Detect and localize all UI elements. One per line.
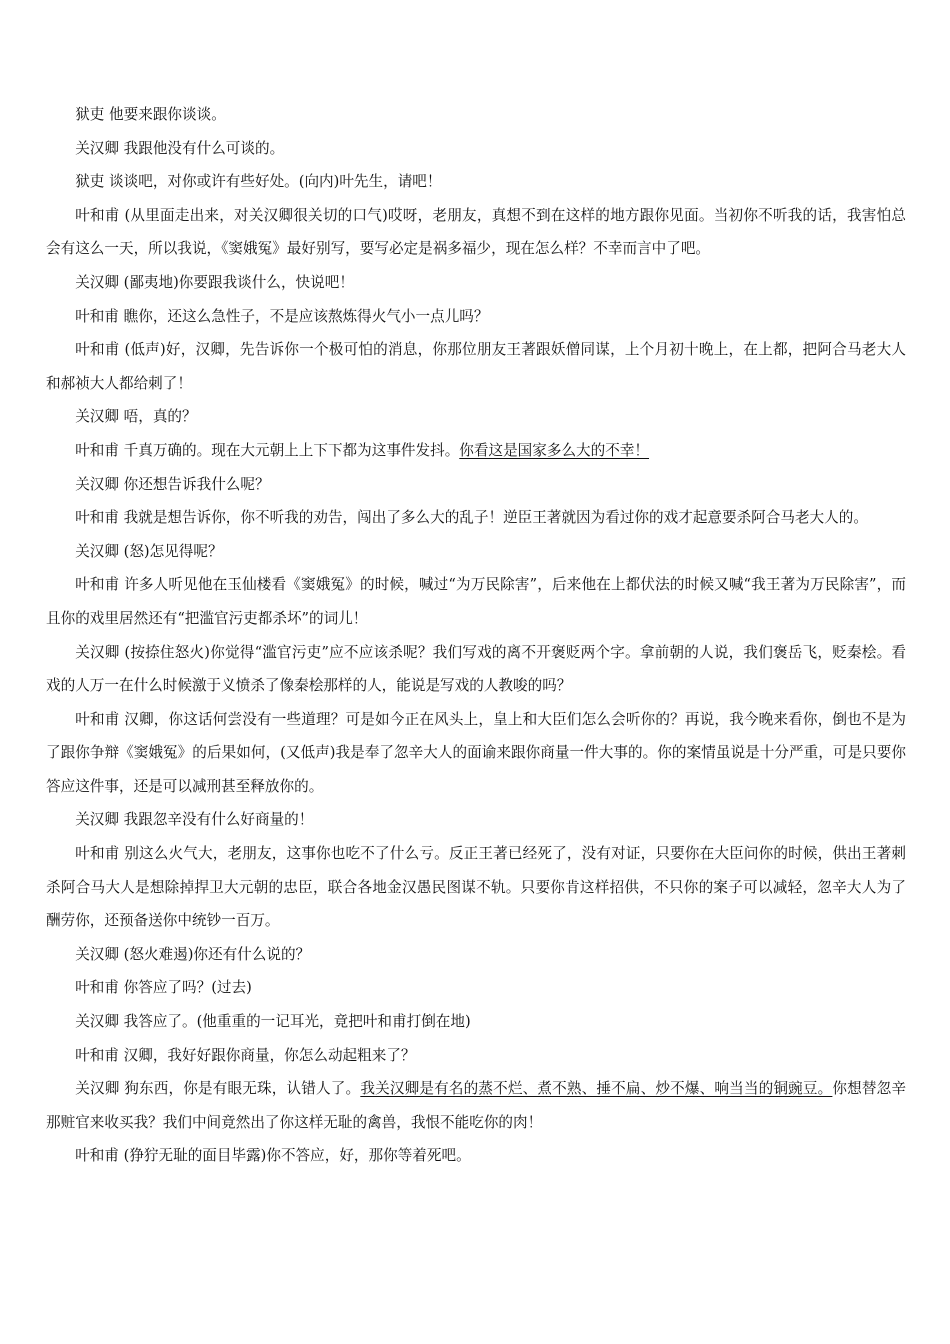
speaker-name: 狱吏	[75, 173, 105, 191]
line-text: 汉卿，我好好跟你商量，你怎么动起粗来了？	[123, 1046, 416, 1064]
line-text: (按捺住怒火)你觉得“滥官污吏”应不应该杀呢？我们写戏的离不开褒贬两个字。拿前朝的人说，我们褒岳飞，贬秦桧。看戏的人万一在什么时候激于义愤杀了像秦桧那样的人，能说是写戏的人教唆的吗？	[46, 643, 906, 695]
line-text: 许多人听见他在玉仙楼看《窦娥冤》的时候，喊过“为万民除害”，后来他在上都伏法的时候又喊“我王著为万民除害”，而且你的戏里居然还有“把滥官污吏都杀坏”的词儿！	[46, 576, 906, 627]
script-page	[46, 98, 906, 1173]
speaker-name: 关汉卿	[75, 273, 119, 291]
speaker-name: 叶和甫	[75, 979, 119, 997]
speaker-name: 关汉卿	[75, 811, 119, 829]
speaker-name: 叶和甫	[75, 710, 120, 728]
speaker-name: 关汉卿	[75, 1013, 119, 1031]
dialogue-line	[46, 938, 906, 972]
line-text: (怒)怎见得呢？	[123, 542, 223, 560]
line-text: 瞧你，还这么急性子，不是应该熬炼得火气小一点儿吗？	[123, 307, 489, 325]
dialogue-line	[46, 1139, 906, 1173]
speaker-name: 叶和甫	[75, 576, 120, 594]
dialogue-line	[46, 703, 906, 804]
speaker-name: 叶和甫	[75, 206, 120, 224]
speaker-name: 关汉卿	[75, 1080, 120, 1098]
speaker-name: 关汉卿	[75, 542, 119, 560]
dialogue-line	[46, 199, 906, 266]
dialogue-line	[46, 468, 906, 502]
line-text: 别这么火气大，老朋友，这事你也吃不了什么亏。反正王著已经死了，没有对证，只要你在大臣问你的时候，供出王著刺杀阿合马大人是想除掉捍卫大元朝的忠臣，联合各地金汉愚民图谋不轨。只要你肯这样招供，不只你的案子可以减轻，忽辛大人为了酬劳你，还预备送你中统钞一百万。	[46, 845, 906, 930]
dialogue-line	[46, 132, 906, 166]
dialogue-line	[46, 266, 906, 300]
dialogue-line	[46, 400, 906, 434]
dialogue-line	[46, 803, 906, 837]
speaker-name: 关汉卿	[75, 139, 119, 157]
line-text: (怒火难遏)你还有什么说的？	[123, 945, 311, 963]
line-text: 谈谈吧，对你或许有些好处。(向内)叶先生，请吧！	[109, 173, 442, 191]
line-text: 汉卿，你这话何尝没有一些道理？可是如今正在风头上，皇上和大臣们怎么会听你的？再说，我今晚来看你，倒也不是为了跟你争辩《窦娥冤》的后果如何，(又低声)我是奉了忽辛大人的面谕来跟你商量一件大事的。你的案情虽说是十分严重，可是只要你答应这件事，还是可以减刑甚至释放你的。	[46, 710, 906, 795]
line-text: 我就是想告诉你，你不听我的劝告，闯出了多么大的乱子！逆臣王著就因为看过你的戏才起意要杀阿合马老大人的。	[123, 509, 868, 527]
speaker-name: 狱吏	[75, 106, 105, 123]
speaker-name: 叶和甫	[75, 1147, 119, 1165]
line-text: 我答应了。(他重重的一记耳光，竟把叶和甫打倒在地)	[123, 1013, 471, 1031]
line-text: (从里面走出来，对关汉卿很关切的口气)哎呀，老朋友，真想不到在这样的地方跟你见面。当初你不听我的话，我害怕总会有这么一天，所以我说，《窦娥冤》最好别写，要写必定是祸多福少，现在怎么样？不幸而言中了吧。	[46, 206, 906, 258]
line-text: 狗东西，你是有眼无珠，认错人了。	[124, 1080, 361, 1098]
line-text: 千真万确的。现在大元朝上上下下都为这事件发抖。	[123, 441, 460, 459]
dialogue-line	[46, 636, 906, 703]
speaker-name: 关汉卿	[75, 945, 119, 963]
speaker-name: 叶和甫	[75, 845, 120, 863]
speaker-name: 关汉卿	[75, 643, 120, 661]
line-text: 你还想告诉我什么呢？	[123, 475, 270, 493]
dialogue-line	[46, 971, 906, 1005]
dialogue-line	[46, 568, 906, 635]
speaker-name: 关汉卿	[75, 408, 119, 426]
dialogue-line	[46, 535, 906, 569]
line-text: 我跟忽辛没有什么好商量的！	[123, 811, 314, 829]
dialogue-line	[46, 434, 906, 468]
dialogue-line	[46, 333, 906, 400]
line-text: 我跟他没有什么可谈的。	[123, 139, 285, 157]
line-text: 他要来跟你谈谈。	[109, 106, 226, 123]
line-text-continued: 你想替忽辛那赃官来收买我？我们中间竟然出了你这样无耻的禽兽，我恨不能吃你的肉！	[46, 1080, 906, 1131]
speaker-name: 叶和甫	[75, 509, 119, 527]
dialogue-line	[46, 300, 906, 334]
dialogue-line	[46, 837, 906, 938]
speaker-name: 叶和甫	[75, 307, 119, 325]
dialogue-line	[46, 1039, 906, 1073]
speaker-name: 叶和甫	[75, 341, 120, 359]
line-text: (低声)好，汉卿，先告诉你一个极可怕的消息，你那位朋友王著跟妖僧同谋，上个月初十晚上，在上都，把阿合马老大人和郝祯大人都给刺了！	[46, 341, 906, 392]
line-text: (狰狞无耻的面目毕露)你不答应，好，那你等着死吧。	[123, 1147, 471, 1165]
speaker-name: 叶和甫	[75, 1046, 119, 1064]
line-text: 唔，真的？	[123, 408, 197, 426]
underlined-text: 我关汉卿是有名的蒸不烂、煮不熟、捶不扁、炒不爆、响当当的铜豌豆。	[360, 1080, 833, 1098]
speaker-name: 叶和甫	[75, 441, 119, 459]
dialogue-line	[46, 501, 906, 535]
dialogue-line	[46, 165, 906, 199]
underlined-text: 你看这是国家多么大的不幸！	[459, 441, 650, 459]
dialogue-line	[46, 98, 906, 132]
line-text: 你答应了吗？(过去)	[123, 979, 252, 997]
dialogue-line	[46, 1072, 906, 1139]
dialogue-line	[46, 1005, 906, 1039]
speaker-name: 关汉卿	[75, 475, 119, 493]
line-text: (鄙夷地)你要跟我谈什么，快说吧！	[123, 273, 354, 291]
